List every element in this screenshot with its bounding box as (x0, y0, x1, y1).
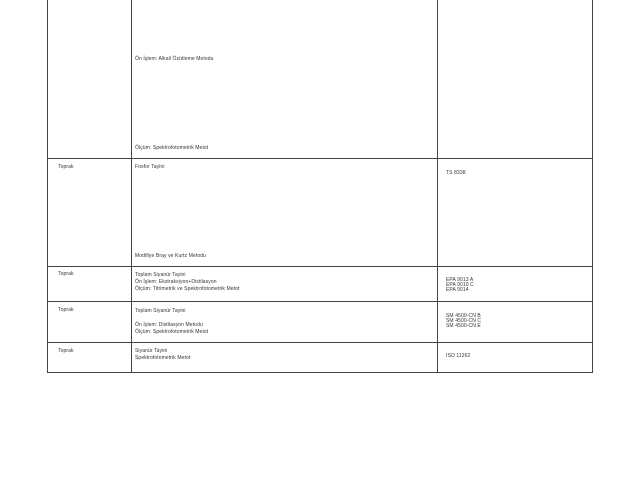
method-cell (135, 348, 190, 361)
method-line: Ölçüm: Spektrofotometrik Metot (135, 329, 209, 335)
accreditation-table (47, 0, 593, 373)
reference-standard: SM 4500-CN B (446, 313, 481, 319)
reference-cell (446, 277, 474, 293)
reference-standard: EPA 9014 (446, 287, 469, 293)
reference-standard: EPA 9010 C (446, 282, 474, 288)
column-divider-2 (437, 0, 438, 372)
method-line: Ölçüm: Titrimetrik ve Spektrofotometrik Metot (135, 286, 240, 292)
reference-standard: SM 4500-CN E (446, 323, 481, 329)
row-divider (48, 301, 592, 302)
method-line: Siyanür Tayini (135, 348, 168, 354)
reference-standard: SM 4500-CN C (446, 318, 482, 324)
row-divider (48, 158, 592, 159)
row-divider (48, 342, 592, 343)
matrix-cell: Toprak (58, 307, 74, 313)
matrix-cell: Toprak (58, 271, 74, 277)
method-cell (135, 322, 208, 335)
method-line: Spektrofotometrik Metot (135, 355, 191, 361)
method-name: Modifiye Bray ve Kurtz Metodu (135, 253, 206, 259)
reference-standard: TS 8338 (446, 170, 466, 176)
method-cell (135, 272, 240, 292)
method-pretreatment: Ön İşlem: Alkali Özütleme Metodu (135, 56, 214, 62)
reference-standard: ISO 11262 (446, 353, 471, 359)
method-line: Ön İşlem: Distilasyon Metodu (135, 322, 203, 328)
method-title: Fosfor Tayini (135, 164, 165, 170)
row-divider (48, 266, 592, 267)
column-divider-1 (131, 0, 132, 372)
method-title: Toplam Siyanür Tayini (135, 308, 186, 314)
method-line: Ön İşlem: Ekstraksiyon+Distilasyon (135, 279, 217, 285)
matrix-cell: Toprak (58, 164, 74, 170)
method-line: Toplam Siyanür Tayini (135, 272, 186, 278)
matrix-cell: Toprak (58, 348, 74, 354)
reference-standard: EPA 9013 A (446, 277, 474, 283)
reference-cell (446, 313, 481, 329)
method-measurement: Ölçüm: Spektrofotometrik Metot (135, 145, 209, 151)
